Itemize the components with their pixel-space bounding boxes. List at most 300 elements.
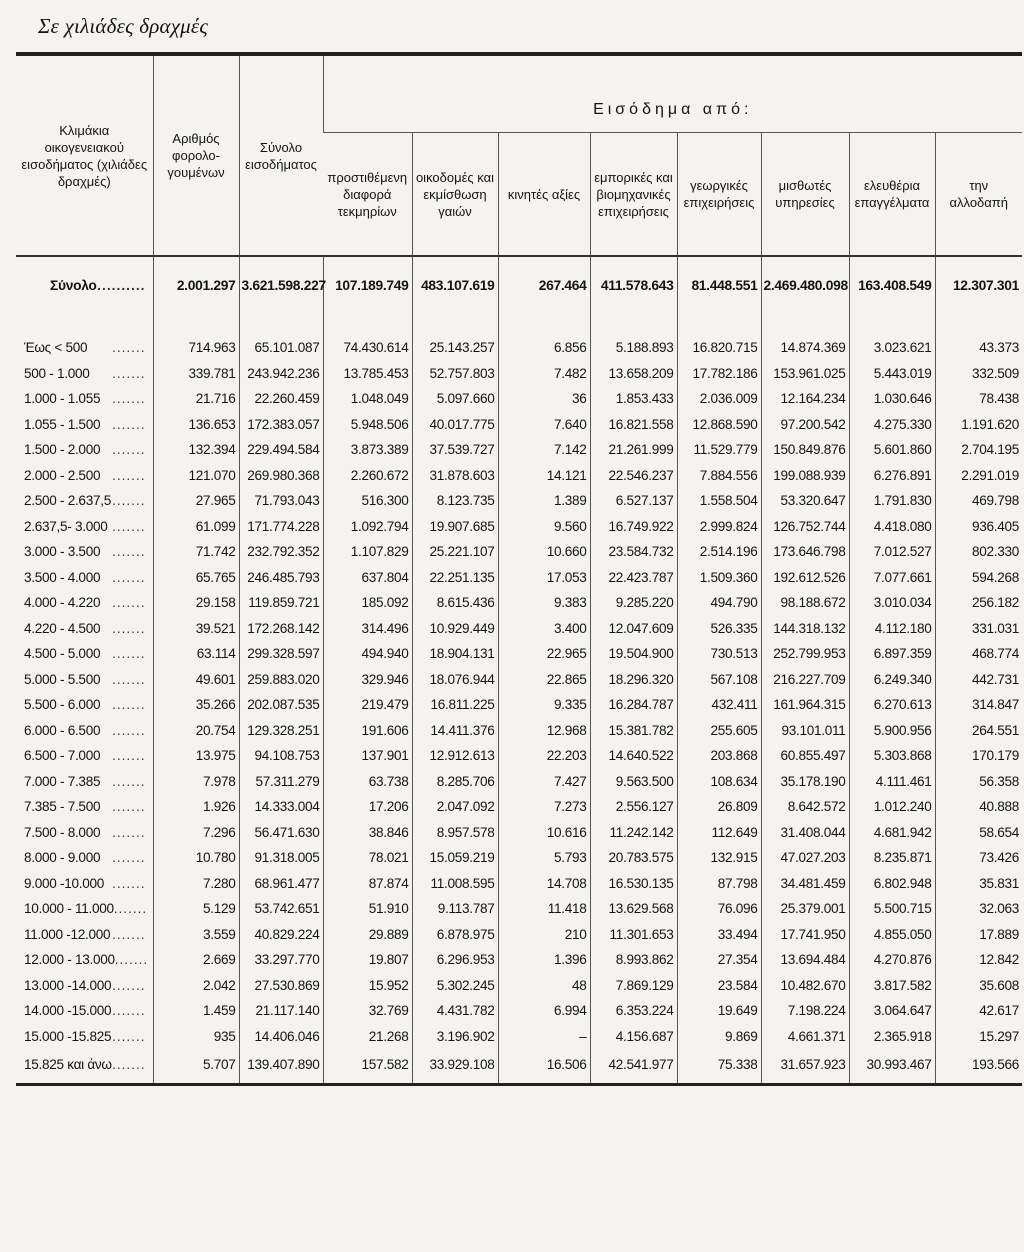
cell-value: 21.117.140 — [239, 998, 323, 1024]
total-value: 2.001.297 — [153, 256, 239, 313]
col-header-presumption-diff: προστιθέμενη διαφορά τεκμηρίων — [323, 133, 412, 257]
cell-value: 255.605 — [677, 718, 761, 744]
cell-value: 2.291.019 — [935, 463, 1022, 489]
table-row — [16, 692, 1022, 718]
bracket-label-cell — [16, 794, 153, 820]
cell-value: 17.741.950 — [761, 922, 849, 948]
leader-dots: ....... — [112, 416, 146, 432]
cell-value: 1.092.794 — [323, 514, 412, 540]
total-label-cell — [16, 256, 153, 313]
cell-value: 7.427 — [498, 769, 590, 795]
bracket-label: 1.500 - 2.000 — [24, 442, 101, 458]
cell-value: 53.742.651 — [239, 896, 323, 922]
col-header-buildings-land: οικοδομές και εκμίσθωση γαιών — [412, 133, 498, 257]
cell-value: 6.897.359 — [849, 641, 935, 667]
cell-value: 6.276.891 — [849, 463, 935, 489]
cell-value: 7.640 — [498, 412, 590, 438]
cell-value: 4.661.371 — [761, 1024, 849, 1050]
cell-value: 5.948.506 — [323, 412, 412, 438]
bracket-label: 15.000 -15.825 — [24, 1028, 112, 1044]
cell-value: 17.206 — [323, 794, 412, 820]
leader-dots: ....... — [112, 824, 146, 840]
bracket-label: 500 - 1.000 — [24, 365, 90, 381]
cell-value: 3.400 — [498, 616, 590, 642]
cell-value: 5.303.868 — [849, 743, 935, 769]
table-row — [16, 565, 1022, 591]
leader-dots: ....... — [112, 442, 146, 458]
cell-value: 11.418 — [498, 896, 590, 922]
cell-value: 71.742 — [153, 539, 239, 565]
bracket-label: 2.500 - 2.637,5 — [24, 493, 111, 509]
cell-value: 4.156.687 — [590, 1024, 677, 1050]
cell-value: 1.459 — [153, 998, 239, 1024]
cell-value: 202.087.535 — [239, 692, 323, 718]
table-row — [16, 998, 1022, 1024]
cell-value: 9.560 — [498, 514, 590, 540]
table-row — [16, 488, 1022, 514]
cell-value: 331.031 — [935, 616, 1022, 642]
cell-value: 75.338 — [677, 1049, 761, 1085]
table-row — [16, 386, 1022, 412]
cell-value: 94.108.753 — [239, 743, 323, 769]
cell-value: 25.221.107 — [412, 539, 498, 565]
cell-value: 144.318.132 — [761, 616, 849, 642]
cell-value: 136.653 — [153, 412, 239, 438]
cell-value: 4.431.782 — [412, 998, 498, 1024]
cell-value: 332.509 — [935, 361, 1022, 387]
cell-value: 14.708 — [498, 871, 590, 897]
cell-value: 5.707 — [153, 1049, 239, 1085]
cell-value: 1.509.360 — [677, 565, 761, 591]
cell-value: 11.301.653 — [590, 922, 677, 948]
leader-dots: ....... — [112, 467, 146, 483]
cell-value: 1.048.049 — [323, 386, 412, 412]
cell-value: 22.865 — [498, 667, 590, 693]
cell-value: 47.027.203 — [761, 845, 849, 871]
spacer-row — [16, 313, 1022, 335]
col-header-salaried: μισθωτές υπηρεσίες — [761, 133, 849, 257]
income-table-container — [16, 52, 1019, 1086]
cell-value: 137.901 — [323, 743, 412, 769]
cell-value: 25.379.001 — [761, 896, 849, 922]
bracket-label: 3.000 - 3.500 — [24, 544, 101, 560]
cell-value: 6.270.613 — [849, 692, 935, 718]
cell-value: 191.606 — [323, 718, 412, 744]
cell-value: 299.328.597 — [239, 641, 323, 667]
cell-value: 4.418.080 — [849, 514, 935, 540]
cell-value: 339.781 — [153, 361, 239, 387]
cell-value: 27.965 — [153, 488, 239, 514]
cell-value: 516.300 — [323, 488, 412, 514]
cell-value: 269.980.368 — [239, 463, 323, 489]
cell-value: 7.142 — [498, 437, 590, 463]
cell-value: 3.873.389 — [323, 437, 412, 463]
cell-value: 78.021 — [323, 845, 412, 871]
cell-value: 22.260.459 — [239, 386, 323, 412]
bracket-label-cell — [16, 412, 153, 438]
total-value: 107.189.749 — [323, 256, 412, 313]
cell-value: 494.790 — [677, 590, 761, 616]
cell-value: 8.615.436 — [412, 590, 498, 616]
leader-dots: ....... — [112, 875, 146, 891]
total-label: Σύνολο — [50, 277, 97, 293]
cell-value: 2.260.672 — [323, 463, 412, 489]
cell-value: 23.584 — [677, 973, 761, 999]
cell-value: 108.634 — [677, 769, 761, 795]
cell-value: 5.601.860 — [849, 437, 935, 463]
cell-value: 26.809 — [677, 794, 761, 820]
cell-value: 12.842 — [935, 947, 1022, 973]
cell-value: 9.113.787 — [412, 896, 498, 922]
cell-value: 3.010.034 — [849, 590, 935, 616]
cell-value: 31.657.923 — [761, 1049, 849, 1085]
cell-value: 16.749.922 — [590, 514, 677, 540]
cell-value: 65.101.087 — [239, 335, 323, 361]
cell-value: 37.539.727 — [412, 437, 498, 463]
table-row — [16, 743, 1022, 769]
cell-value: 802.330 — [935, 539, 1022, 565]
cell-value: 78.438 — [935, 386, 1022, 412]
cell-value: 17.782.186 — [677, 361, 761, 387]
cell-value: 16.821.558 — [590, 412, 677, 438]
bracket-label: 8.000 - 9.000 — [24, 850, 101, 866]
bracket-label-cell — [16, 743, 153, 769]
leader-dots: ....... — [112, 493, 146, 509]
cell-value: 3.023.621 — [849, 335, 935, 361]
cell-value: 9.335 — [498, 692, 590, 718]
cell-value: 232.792.352 — [239, 539, 323, 565]
bracket-label: 2.000 - 2.500 — [24, 467, 101, 483]
total-value: 2.469.480.098 — [761, 256, 849, 313]
cell-value: 229.494.584 — [239, 437, 323, 463]
leader-dots: ....... — [112, 1003, 146, 1019]
leader-dots: ....... — [112, 926, 146, 942]
cell-value: 40.829.224 — [239, 922, 323, 948]
cell-value: 442.731 — [935, 667, 1022, 693]
cell-value: 1.389 — [498, 488, 590, 514]
bracket-label: 3.500 - 4.000 — [24, 569, 101, 585]
cell-value: 4.275.330 — [849, 412, 935, 438]
cell-value: 6.527.137 — [590, 488, 677, 514]
cell-value: 7.273 — [498, 794, 590, 820]
bracket-label-cell — [16, 1024, 153, 1050]
cell-value: 52.757.803 — [412, 361, 498, 387]
leader-dots: ....... — [112, 1028, 146, 1044]
bracket-label-cell — [16, 820, 153, 846]
cell-value: 23.584.732 — [590, 539, 677, 565]
cell-value: 13.785.453 — [323, 361, 412, 387]
cell-value: 468.774 — [935, 641, 1022, 667]
bracket-label: 6.500 - 7.000 — [24, 748, 101, 764]
bracket-label-cell — [16, 692, 153, 718]
cell-value: 637.804 — [323, 565, 412, 591]
cell-value: 38.846 — [323, 820, 412, 846]
bracket-label-cell — [16, 514, 153, 540]
cell-value: 172.383.057 — [239, 412, 323, 438]
cell-value: 42.541.977 — [590, 1049, 677, 1085]
leader-dots: ....... — [112, 799, 146, 815]
cell-value: 10.929.449 — [412, 616, 498, 642]
cell-value: 32.063 — [935, 896, 1022, 922]
bracket-label: 4.500 - 5.000 — [24, 646, 101, 662]
cell-value: 11.008.595 — [412, 871, 498, 897]
cell-value: 19.649 — [677, 998, 761, 1024]
bracket-label-cell — [16, 361, 153, 387]
cell-value: 51.910 — [323, 896, 412, 922]
cell-value: 8.123.735 — [412, 488, 498, 514]
cell-value: 15.297 — [935, 1024, 1022, 1050]
cell-value: 314.496 — [323, 616, 412, 642]
cell-value: 18.076.944 — [412, 667, 498, 693]
bracket-label-cell — [16, 437, 153, 463]
bracket-label: 5.500 - 6.000 — [24, 697, 101, 713]
cell-value: 2.669 — [153, 947, 239, 973]
cell-value: 14.333.004 — [239, 794, 323, 820]
cell-value: 25.143.257 — [412, 335, 498, 361]
cell-value: 4.112.180 — [849, 616, 935, 642]
cell-value: 203.868 — [677, 743, 761, 769]
cell-value: 6.802.948 — [849, 871, 935, 897]
total-value: 267.464 — [498, 256, 590, 313]
cell-value: 329.946 — [323, 667, 412, 693]
cell-value: 170.179 — [935, 743, 1022, 769]
table-row — [16, 973, 1022, 999]
cell-value: 97.200.542 — [761, 412, 849, 438]
bracket-label-cell — [16, 335, 153, 361]
cell-value: 2.047.092 — [412, 794, 498, 820]
cell-value: 8.642.572 — [761, 794, 849, 820]
cell-value: 314.847 — [935, 692, 1022, 718]
cell-value: 19.504.900 — [590, 641, 677, 667]
cell-value: 10.660 — [498, 539, 590, 565]
cell-value: 22.203 — [498, 743, 590, 769]
cell-value: 56.358 — [935, 769, 1022, 795]
cell-value: 39.521 — [153, 616, 239, 642]
table-row — [16, 616, 1022, 642]
cell-value: 22.965 — [498, 641, 590, 667]
col-header-professions: ελευθέρια επαγγέλματα — [849, 133, 935, 257]
leader-dots: ....... — [112, 595, 146, 611]
total-value: 3.621.598.227 — [239, 256, 323, 313]
leader-dots: ....... — [112, 569, 146, 585]
cell-value: 19.907.685 — [412, 514, 498, 540]
cell-value: 3.196.902 — [412, 1024, 498, 1050]
total-value: 81.448.551 — [677, 256, 761, 313]
bracket-label: 11.000 -12.000 — [24, 926, 111, 942]
cell-value: 119.859.721 — [239, 590, 323, 616]
cell-value: 112.649 — [677, 820, 761, 846]
cell-value: 432.411 — [677, 692, 761, 718]
bracket-label: 5.000 - 5.500 — [24, 671, 101, 687]
cell-value: 16.530.135 — [590, 871, 677, 897]
total-row — [16, 256, 1022, 313]
total-dots: .......... — [97, 277, 146, 293]
cell-value: 13.694.484 — [761, 947, 849, 973]
cell-value: 22.251.135 — [412, 565, 498, 591]
cell-value: 7.012.527 — [849, 539, 935, 565]
leader-dots: ....... — [114, 952, 149, 968]
bracket-label-cell — [16, 539, 153, 565]
cell-value: 6.353.224 — [590, 998, 677, 1024]
cell-value: 16.811.225 — [412, 692, 498, 718]
cell-value: – — [498, 1024, 590, 1050]
bracket-label-cell — [16, 845, 153, 871]
group-header-income-from: Εισόδημα από: — [323, 56, 1022, 133]
cell-value: 12.047.609 — [590, 616, 677, 642]
leader-dots: ....... — [112, 850, 146, 866]
cell-value: 2.704.195 — [935, 437, 1022, 463]
bracket-label: 6.000 - 6.500 — [24, 722, 101, 738]
cell-value: 15.381.782 — [590, 718, 677, 744]
bracket-label: 15.825 και άνω — [24, 1056, 112, 1072]
leader-dots: ....... — [112, 340, 146, 356]
cell-value: 10.482.670 — [761, 973, 849, 999]
cell-value: 1.558.504 — [677, 488, 761, 514]
cell-value: 2.999.824 — [677, 514, 761, 540]
cell-value: 65.765 — [153, 565, 239, 591]
cell-value: 4.270.876 — [849, 947, 935, 973]
bracket-label-cell — [16, 1049, 153, 1085]
cell-value: 1.030.646 — [849, 386, 935, 412]
cell-value: 13.629.568 — [590, 896, 677, 922]
table-row — [16, 463, 1022, 489]
leader-dots: ....... — [113, 901, 148, 917]
cell-value: 5.443.019 — [849, 361, 935, 387]
table-caption: Σε χιλιάδες δραχμές — [38, 14, 209, 38]
leader-dots: ....... — [112, 697, 146, 713]
cell-value: 210 — [498, 922, 590, 948]
cell-value: 19.807 — [323, 947, 412, 973]
table-header — [16, 54, 1022, 256]
cell-value: 14.121 — [498, 463, 590, 489]
cell-value: 171.774.228 — [239, 514, 323, 540]
cell-value: 567.108 — [677, 667, 761, 693]
cell-value: 35.831 — [935, 871, 1022, 897]
table-row — [16, 514, 1022, 540]
table-row — [16, 539, 1022, 565]
cell-value: 2.365.918 — [849, 1024, 935, 1050]
cell-value: 9.563.500 — [590, 769, 677, 795]
cell-value: 63.738 — [323, 769, 412, 795]
cell-value: 126.752.744 — [761, 514, 849, 540]
bracket-label-cell — [16, 616, 153, 642]
table-row — [16, 718, 1022, 744]
bracket-label: 1.055 - 1.500 — [24, 416, 101, 432]
cell-value: 216.227.709 — [761, 667, 849, 693]
cell-value: 9.383 — [498, 590, 590, 616]
col-header-agricultural: γεωργικές επιχειρήσεις — [677, 133, 761, 257]
bracket-label-cell — [16, 667, 153, 693]
cell-value: 15.952 — [323, 973, 412, 999]
bracket-label-cell — [16, 871, 153, 897]
cell-value: 31.878.603 — [412, 463, 498, 489]
cell-value: 14.406.046 — [239, 1024, 323, 1050]
cell-value: 243.942.236 — [239, 361, 323, 387]
cell-value: 494.940 — [323, 641, 412, 667]
table-row — [16, 641, 1022, 667]
bracket-label-cell — [16, 769, 153, 795]
cell-value: 74.430.614 — [323, 335, 412, 361]
col-header-taxpayers: Αριθμός φορολο- γουμένων — [153, 56, 239, 256]
cell-value: 7.869.129 — [590, 973, 677, 999]
cell-value: 192.612.526 — [761, 565, 849, 591]
cell-value: 5.793 — [498, 845, 590, 871]
cell-value: 4.111.461 — [849, 769, 935, 795]
bracket-label: 13.000 -14.000 — [24, 977, 112, 993]
cell-value: 5.900.956 — [849, 718, 935, 744]
cell-value: 132.394 — [153, 437, 239, 463]
cell-value: 10.780 — [153, 845, 239, 871]
cell-value: 33.297.770 — [239, 947, 323, 973]
cell-value: 199.088.939 — [761, 463, 849, 489]
cell-value: 7.198.224 — [761, 998, 849, 1024]
col-header-securities: κινητές αξίες — [498, 133, 590, 257]
cell-value: 252.799.953 — [761, 641, 849, 667]
cell-value: 594.268 — [935, 565, 1022, 591]
cell-value: 40.017.775 — [412, 412, 498, 438]
leader-dots: ....... — [112, 722, 146, 738]
cell-value: 3.817.582 — [849, 973, 935, 999]
cell-value: 1.791.830 — [849, 488, 935, 514]
cell-value: 8.235.871 — [849, 845, 935, 871]
cell-value: 57.311.279 — [239, 769, 323, 795]
cell-value: 5.129 — [153, 896, 239, 922]
cell-value: 56.471.630 — [239, 820, 323, 846]
table-row — [16, 1024, 1022, 1050]
table-row — [16, 794, 1022, 820]
bracket-label-cell — [16, 386, 153, 412]
cell-value: 6.994 — [498, 998, 590, 1024]
cell-value: 30.993.467 — [849, 1049, 935, 1085]
bracket-label-cell — [16, 947, 153, 973]
cell-value: 7.077.661 — [849, 565, 935, 591]
cell-value: 5.188.893 — [590, 335, 677, 361]
total-value: 163.408.549 — [849, 256, 935, 313]
cell-value: 71.793.043 — [239, 488, 323, 514]
bracket-label: 2.637,5- 3.000 — [24, 518, 108, 534]
cell-value: 12.968 — [498, 718, 590, 744]
table-body — [16, 256, 1022, 1085]
cell-value: 936.405 — [935, 514, 1022, 540]
cell-value: 14.640.522 — [590, 743, 677, 769]
total-value: 12.307.301 — [935, 256, 1022, 313]
cell-value: 9.869 — [677, 1024, 761, 1050]
cell-value: 16.506 — [498, 1049, 590, 1085]
cell-value: 4.855.050 — [849, 922, 935, 948]
bracket-label: 7.385 - 7.500 — [24, 799, 101, 815]
cell-value: 129.328.251 — [239, 718, 323, 744]
cell-value: 6.878.975 — [412, 922, 498, 948]
table-row — [16, 845, 1022, 871]
cell-value: 6.249.340 — [849, 667, 935, 693]
cell-value: 18.904.131 — [412, 641, 498, 667]
cell-value: 1.107.829 — [323, 539, 412, 565]
bracket-label: 7.000 - 7.385 — [24, 773, 101, 789]
bracket-label: 10.000 - 11.000 — [24, 901, 114, 917]
table-row — [16, 896, 1022, 922]
cell-value: 21.716 — [153, 386, 239, 412]
cell-value: 8.957.578 — [412, 820, 498, 846]
col-header-total-income: Σύνολο εισοδήματος — [239, 56, 323, 256]
leader-dots: ....... — [112, 646, 146, 662]
cell-value: 157.582 — [323, 1049, 412, 1085]
cell-value: 2.556.127 — [590, 794, 677, 820]
cell-value: 2.036.009 — [677, 386, 761, 412]
bracket-label: Έως < 500 — [24, 340, 88, 356]
cell-value: 31.408.044 — [761, 820, 849, 846]
cell-value: 1.191.620 — [935, 412, 1022, 438]
cell-value: 7.280 — [153, 871, 239, 897]
